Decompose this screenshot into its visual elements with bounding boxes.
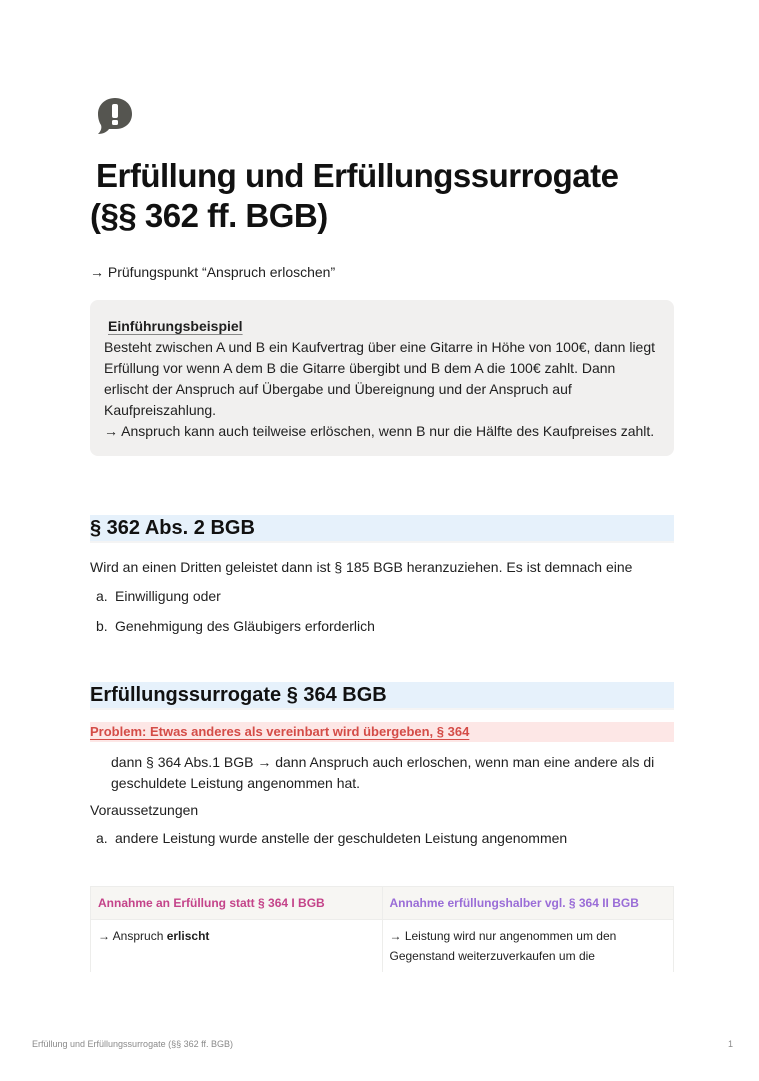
list-item-text: andere Leistung wurde anstelle der geschuldeten Leistung angenommen — [115, 830, 568, 846]
section-heading-364: Erfüllungssurrogate § 364 BGB — [90, 682, 674, 710]
list-marker: a. — [96, 830, 108, 846]
section-362-list — [90, 586, 674, 636]
page-title-line1: Erfüllung und Erfüllungssurrogate — [96, 157, 619, 194]
table-cell-col2: → Leistung wird nur angenommen um den Gegenstand weiterzuverkaufen um die — [382, 920, 674, 973]
list-item — [90, 616, 674, 636]
list-item-text: Einwilligung oder — [115, 588, 221, 604]
table-row — [91, 920, 674, 973]
voraussetzungen-list — [90, 828, 674, 848]
footer-title: Erfüllung und Erfüllungssurrogate (§§ 362 ff. BGB) — [32, 1039, 233, 1049]
callout-example — [90, 300, 674, 456]
cell-bold-text: erlischt — [166, 929, 210, 943]
callout-title: Einführungsbeispiel — [108, 318, 243, 334]
list-item-text: Genehmigung des Gläubigers erforderlich — [115, 618, 375, 634]
exclamation-speech-bubble-icon — [95, 96, 135, 136]
comparison-table — [90, 886, 674, 972]
table-header-erfuellung-statt: Annahme an Erfüllung statt § 364 I BGB — [91, 887, 383, 920]
problem-text: Problem: Etwas anderes als vereinbart wird übergeben, § 364 — [90, 724, 470, 739]
footer-page-number: 1 — [727, 1039, 733, 1049]
table-header-row — [91, 887, 674, 920]
page-content — [90, 96, 674, 972]
callout-body-paragraph: Besteht zwischen A und B ein Kaufvertrag über eine Gitarre in Höhe von 100€, dann liegt Erfüllung vor wenn A dem B die Gitarre übergibt und B dem A die 100€ zahlt. Dann erlischt der Anspruch auf Übergabe und Übereignung und der Anspruch auf Kaufpreiszahlung. — [104, 339, 656, 418]
callout-body-note: → Anspruch kann auch teilweise erlöschen, wenn B nur die Hälfte des Kaufpreises zahlt. — [104, 423, 655, 439]
section-362-paragraph: Wird an einen Dritten geleistet dann ist § 185 BGB heranzuziehen. Es ist demnach eine — [90, 559, 633, 575]
list-item — [90, 586, 674, 606]
voraussetzungen-label: Voraussetzungen — [90, 802, 199, 818]
section-364-indented-paragraph: dann § 364 Abs.1 BGB → dann Anspruch auch erloschen, wenn man eine andere als di geschuldete Leistung angenommen hat. — [111, 754, 655, 791]
problem-highlight — [90, 722, 674, 742]
list-item — [90, 828, 674, 848]
page-title — [90, 156, 674, 236]
table-cell-col1 — [91, 920, 383, 973]
list-marker: b. — [96, 618, 108, 634]
subtitle: → Prüfungspunkt “Anspruch erloschen” — [90, 264, 336, 280]
page-title-line2: (§§ 362 ff. BGB) — [90, 197, 328, 234]
table-header-erfuellungshalber: Annahme erfüllungshalber vgl. § 364 II BGB — [382, 887, 674, 920]
page-footer — [32, 1039, 733, 1049]
cell-text: → Anspruch — [98, 929, 167, 943]
section-heading-362: § 362 Abs. 2 BGB — [90, 515, 674, 543]
list-marker: a. — [96, 588, 108, 604]
